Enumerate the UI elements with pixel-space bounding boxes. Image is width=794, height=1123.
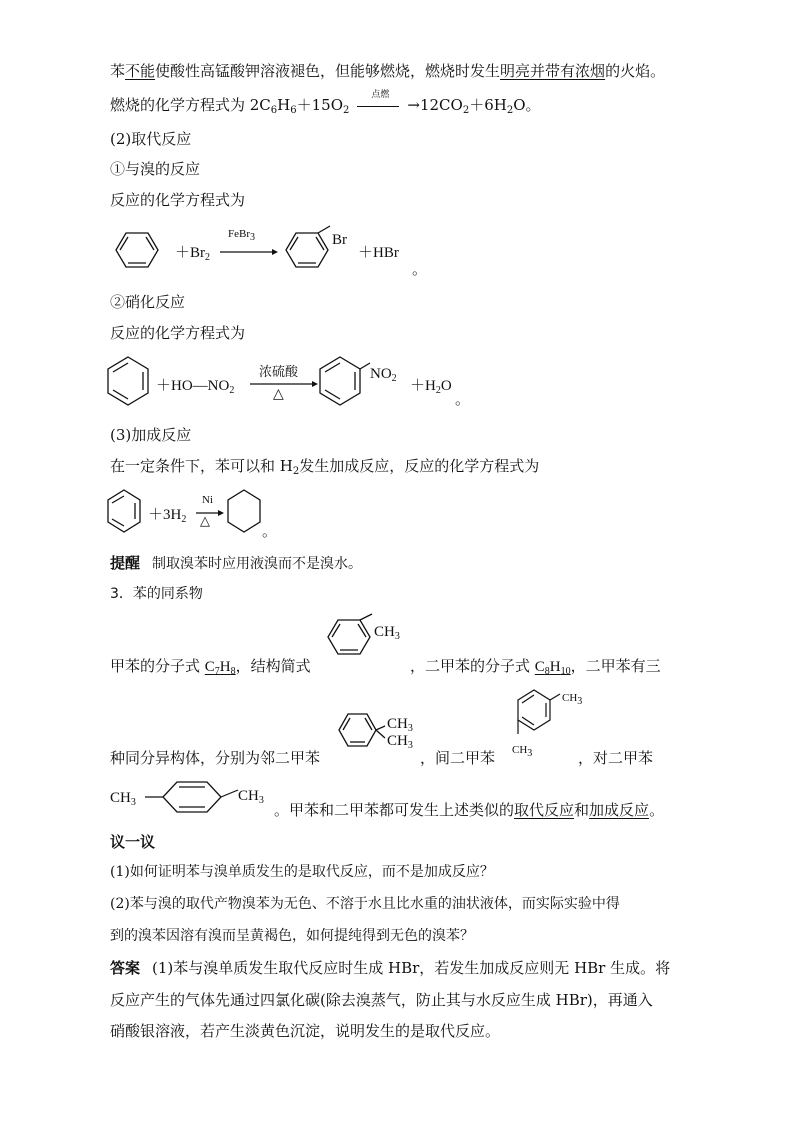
text-segment: 的火焰。: [605, 62, 666, 80]
toluene-line: [110, 656, 311, 677]
text-segment: CH: [387, 716, 408, 732]
benzene-ring-icon: [108, 226, 168, 276]
text-segment: O。: [513, 96, 541, 114]
text-segment: CH: [374, 624, 395, 640]
equation-label: 反应的化学方程式为: [110, 191, 246, 209]
text-segment: ＋Br: [175, 245, 206, 261]
subscript: 6: [290, 105, 297, 116]
reaction-arrow-icon: [250, 380, 320, 390]
ortho-xylene-structure-icon: [333, 706, 393, 760]
ignition-arrow: [357, 90, 407, 115]
methyl-label: [562, 692, 583, 707]
benzene-ring-icon: [278, 226, 338, 276]
subscript: 3: [258, 795, 264, 806]
substituent-label: [370, 366, 397, 383]
text-segment: H: [219, 659, 231, 675]
text-segment: ，二甲苯有三: [570, 657, 661, 675]
benzene-ring-icon: [106, 355, 156, 413]
subscript: 2: [292, 466, 300, 477]
text-segment: 苯: [110, 62, 126, 80]
toluene-structure-icon: [320, 612, 420, 672]
text-segment: H: [549, 659, 561, 675]
subscript: 2: [229, 385, 235, 396]
answer-line-3: 硝酸银溶液，若产生淡黄色沉淀，说明发生的是取代反应。: [110, 1022, 501, 1040]
subscript: 2: [205, 252, 211, 263]
text-segment: 。: [649, 801, 665, 819]
subscript: 10: [560, 666, 571, 677]
text-segment: ，二甲苯的分子式: [410, 657, 535, 675]
section-title: 3．苯的同系物: [110, 586, 203, 602]
addition-intro: [110, 456, 539, 476]
text-segment: 发生加成反应，反应的化学方程式为: [299, 457, 540, 475]
substituent-label: Br: [332, 232, 347, 248]
answer-line-1: [110, 958, 670, 978]
text-segment: 。甲苯和二甲苯都可发生上述类似的: [274, 801, 515, 819]
text-segment: CH: [562, 692, 578, 704]
text-segment: ＋15O: [296, 96, 344, 114]
subscript: 2: [181, 514, 187, 525]
methyl-label: [512, 744, 533, 759]
reagent-nitric-acid: [156, 374, 234, 395]
text-segment: (1)苯与溴单质发生取代反应时生成 HBr，若发生加成反应则无 HBr 生成。将: [152, 959, 671, 977]
question-1: (1)如何证明苯与溴单质发生的是取代反应，而不是加成反应？: [110, 864, 494, 880]
subscript: 2: [506, 105, 514, 116]
methyl-label: [110, 790, 136, 807]
methyl-label: [238, 788, 264, 805]
answer-blank: 加成反应: [589, 801, 650, 819]
methyl-label: [387, 733, 413, 750]
text-segment: CH: [387, 733, 408, 749]
xylene-formula-line: [410, 656, 661, 677]
product-hbr: ＋HBr: [358, 245, 399, 261]
text-segment: CH: [110, 790, 131, 806]
combustion-statement: [110, 61, 665, 81]
benzene-ring-icon: [106, 488, 152, 542]
text-segment: ＋HO—NO: [156, 378, 230, 394]
condition-label: 点燃: [371, 90, 390, 100]
subscript: 7: [214, 666, 220, 677]
text-segment: 使酸性高锰酸钾溶液褪色，但能够燃烧，燃烧时发生: [155, 62, 501, 80]
product-water: [410, 374, 452, 395]
tip-note: [110, 553, 362, 574]
tip-label: 提醒: [110, 554, 141, 572]
answer-line-2: 反应产生的气体先通过四氯化碳(除去溴蒸气，防止其与水反应生成 HBr)，再通入: [110, 991, 653, 1009]
homolog-reactions-line: [274, 800, 664, 820]
tip-text: 制取溴苯时应用液溴而不是溴水。: [152, 556, 363, 572]
isomer-line: 种同分异构体，分别为邻二甲苯: [110, 749, 321, 767]
subscript: 3: [407, 723, 413, 734]
text-segment: C: [534, 659, 545, 675]
text-segment: ＋6H: [469, 96, 507, 114]
text-segment: ，对二甲苯: [578, 749, 654, 767]
text-segment: →12CO: [407, 96, 463, 114]
subsection-heading: (2)取代反应: [110, 130, 192, 148]
text-segment: H: [277, 96, 291, 114]
subscript: 3: [577, 696, 583, 707]
catalyst-label: 浓硫酸: [259, 365, 299, 380]
subscript: 6: [270, 105, 278, 116]
answer-blank: 不能: [125, 62, 156, 80]
sentence-end: 。: [412, 260, 428, 278]
methyl-label: [387, 716, 413, 733]
text-segment: CH: [512, 744, 528, 756]
subsection-heading: (3)加成反应: [110, 426, 192, 444]
reagent-bromine: [175, 241, 210, 262]
text-segment: 和: [574, 801, 590, 819]
sentence-end: 。: [455, 390, 471, 408]
reagent-hydrogen: [148, 503, 186, 524]
text-segment: 在一定条件下，苯可以和 H: [110, 457, 293, 475]
answer-label: 答案: [110, 959, 141, 977]
equation-label: 反应的化学方程式为: [110, 324, 246, 342]
discussion-title: 议一议: [110, 833, 156, 851]
subscript: 2: [343, 105, 350, 116]
subscript: 2: [435, 385, 441, 396]
para-xylene-structure-icon: [145, 776, 245, 822]
subscript: 3: [394, 631, 400, 642]
subscript: 3: [407, 740, 413, 751]
subscript: 8: [230, 666, 236, 677]
heat-symbol: △: [273, 386, 284, 402]
text-segment: NO: [370, 366, 392, 382]
subscript: 3: [527, 748, 533, 759]
heat-symbol: △: [200, 514, 210, 529]
subscript: 2: [462, 105, 470, 116]
text-segment: 燃烧的化学方程式为 2C: [110, 96, 271, 114]
text-segment: ，间二甲苯: [420, 749, 496, 767]
text-segment: O: [440, 378, 452, 394]
subscript: 2: [391, 373, 397, 384]
text-segment: ＋3H: [148, 507, 182, 523]
reaction-arrow-icon: [220, 248, 280, 258]
methyl-label: [374, 624, 400, 641]
question-2-continued: 到的溴苯因溶有溴而呈黄褐色，如何提纯得到无色的溴苯？: [110, 928, 474, 944]
sentence-end: 。: [262, 522, 278, 540]
question-2: (2)苯与溴的取代产物溴苯为无色、不溶于水且比水重的油状液体，而实际实验中得: [110, 896, 620, 912]
subscript: 8: [544, 666, 550, 677]
subsection-item: ②硝化反应: [110, 293, 186, 311]
combustion-equation: [110, 90, 541, 116]
subscript: 3: [250, 232, 255, 243]
subscript: 3: [130, 797, 136, 808]
text-segment: FeBr: [228, 228, 250, 240]
text-segment: 甲苯的分子式: [110, 657, 205, 675]
catalyst-label: [228, 228, 255, 243]
catalyst-label: Ni: [202, 494, 213, 506]
text-segment: C: [204, 659, 215, 675]
answer-blank: 明亮并带有浓烟: [500, 62, 606, 80]
text-segment: CH: [238, 788, 259, 804]
text-segment: ＋H: [410, 378, 436, 394]
answer-blank: 取代反应: [514, 801, 575, 819]
text-segment: ，结构简式: [235, 657, 311, 675]
subsection-item: ①与溴的反应: [110, 160, 201, 178]
benzene-ring-icon: [318, 355, 374, 413]
